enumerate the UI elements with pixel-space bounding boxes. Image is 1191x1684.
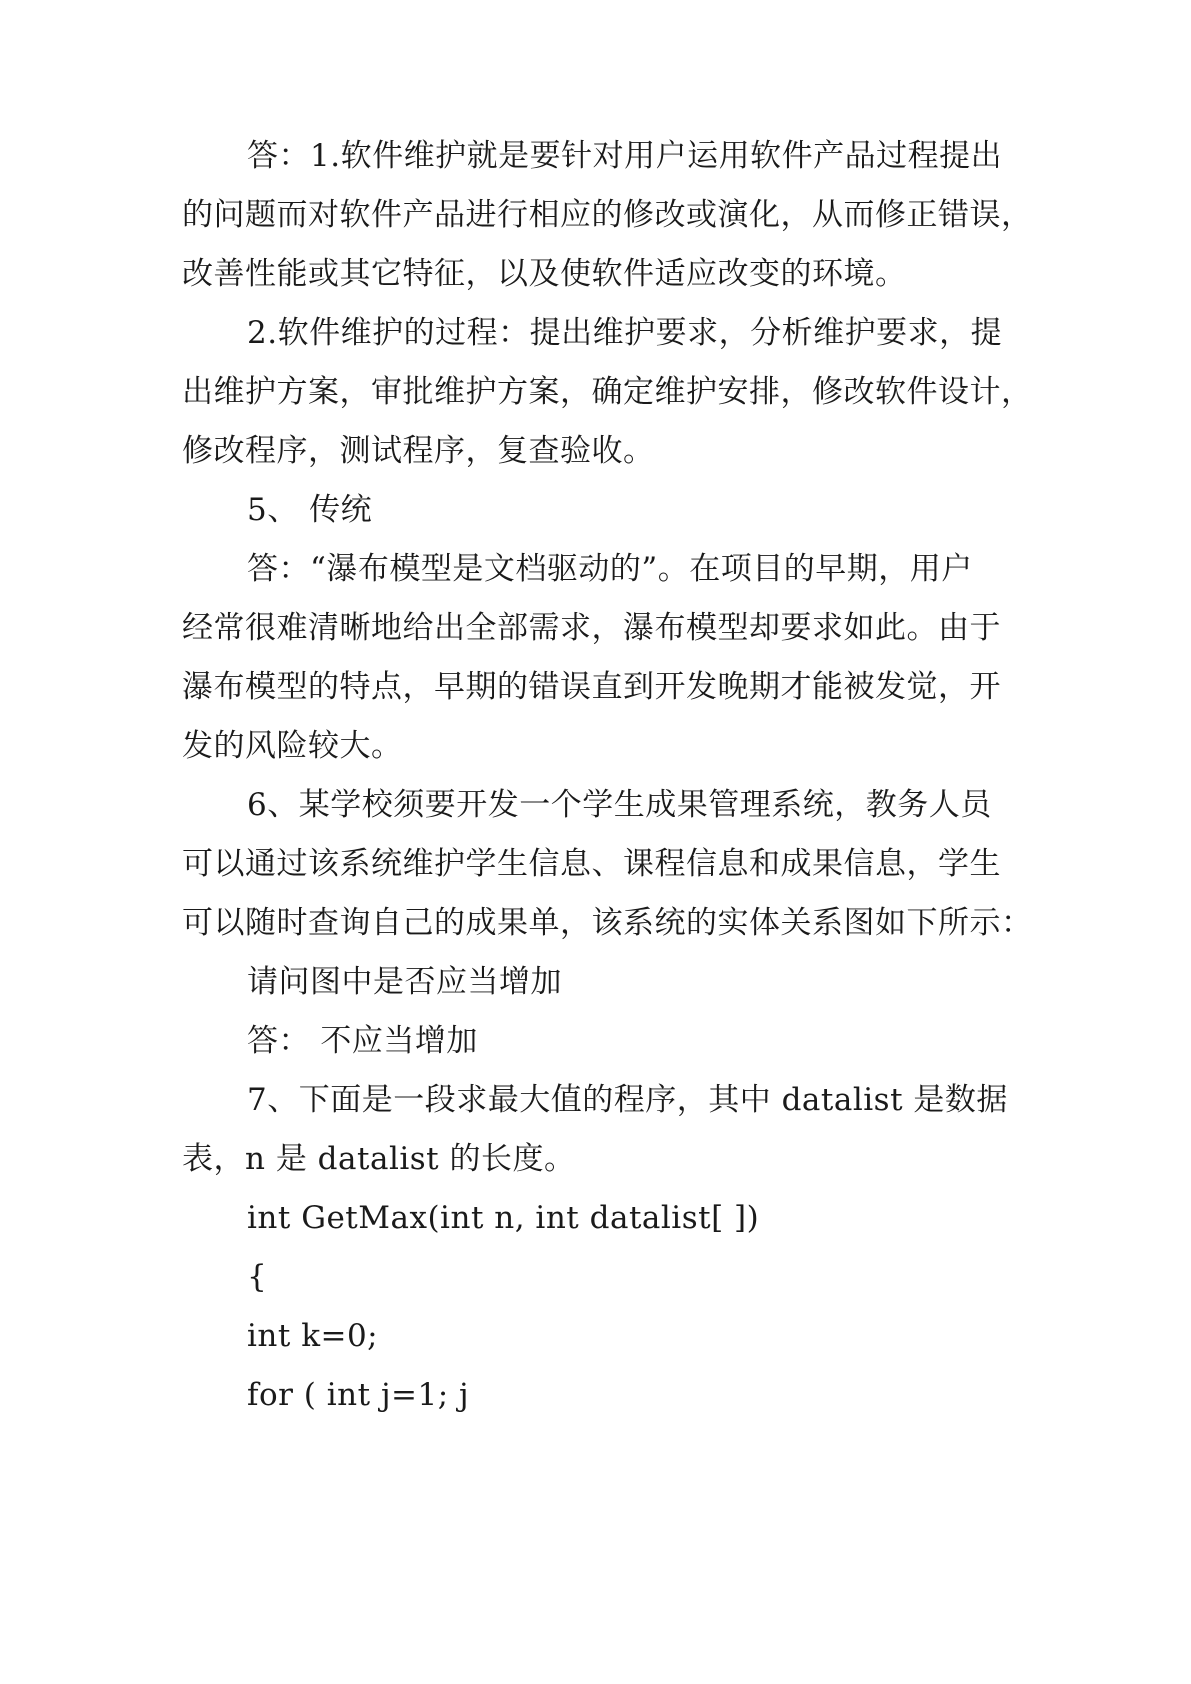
answer-4-line-3: 改善性能或其它特征，以及使软件适应改变的环境。 (182, 256, 907, 292)
answer-4-line-4: 2.软件维护的过程：提出维护要求，分析维护要求，提 (247, 315, 1003, 351)
question-6-line-1: 6、某学校须要开发一个学生成果管理系统，教务人员 (247, 787, 992, 823)
answer-4-line-1: 答：1.软件维护就是要针对用户运用软件产品过程提出 (247, 138, 1003, 174)
answer-5-line-3: 瀑布模型的特点，早期的错误直到开发晚期才能被发觉，开 (182, 669, 1001, 705)
code-line-2: { (247, 1259, 268, 1295)
answer-5-line-2: 经常很难清晰地给出全部需求，瀑布模型却要求如此。由于 (182, 610, 1001, 646)
code-line-4: for ( int j=1; j (247, 1377, 470, 1413)
question-6-prompt: 请问图中是否应当增加 (247, 964, 562, 1000)
question-7-line-1: 7、下面是一段求最大值的程序，其中 datalist 是数据 (247, 1082, 1008, 1118)
question-6-line-3: 可以随时查询自己的成果单，该系统的实体关系图如下所示： (182, 905, 1033, 941)
answer-6: 答： 不应当增加 (247, 1023, 478, 1059)
code-line-1: int GetMax(int n, int datalist[ ]) (247, 1200, 760, 1236)
question-6-line-2: 可以通过该系统维护学生信息、课程信息和成果信息，学生 (182, 846, 1001, 882)
answer-5-line-4: 发的风险较大。 (182, 728, 403, 764)
code-line-3: int k=0; (247, 1318, 379, 1354)
answer-4-line-6: 修改程序，测试程序，复查验收。 (182, 433, 655, 469)
question-7-line-2: 表，n 是 datalist 的长度。 (182, 1141, 576, 1177)
question-5-heading: 5、 传统 (247, 492, 373, 528)
answer-4-line-2: 的问题而对软件产品进行相应的修改或演化，从而修正错误， (182, 197, 1033, 233)
answer-4-line-5: 出维护方案，审批维护方案，确定维护安排，修改软件设计， (182, 374, 1033, 410)
answer-5-line-1: 答：“瀑布模型是文档驱动的”。在项目的早期，用户 (247, 551, 973, 587)
